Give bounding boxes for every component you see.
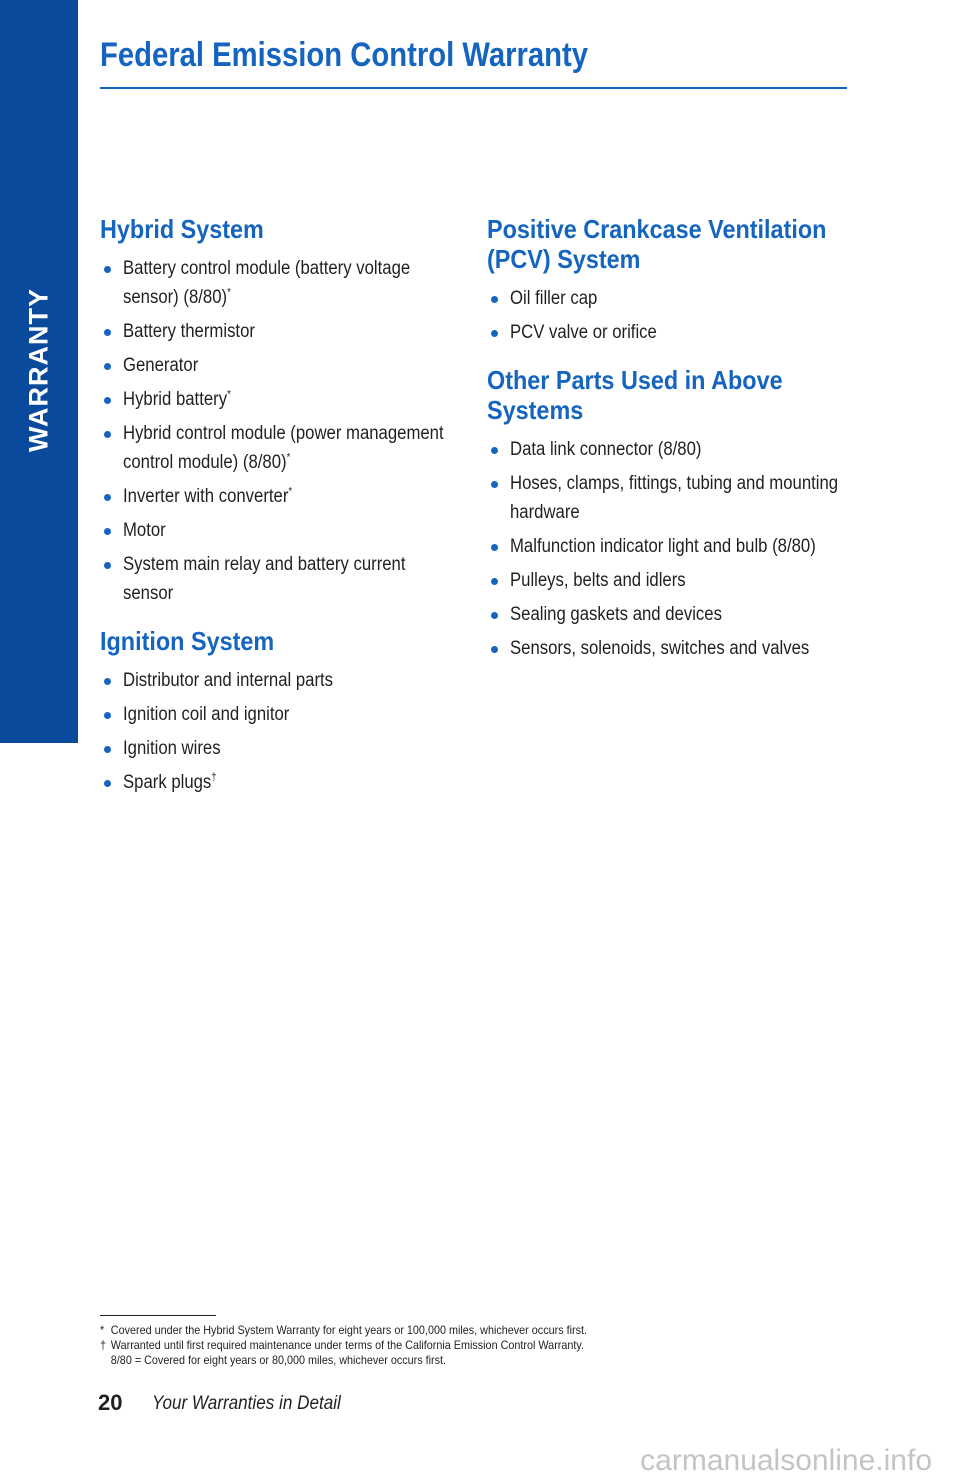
list-item: Battery control module (battery voltage sensor) (8/80)*: [100, 254, 460, 312]
item-list: [100, 666, 460, 797]
list-item: Generator: [100, 351, 460, 380]
section-heading: Other Parts Used in Above Systems: [487, 365, 783, 425]
list-item: System main relay and battery current sensor: [100, 550, 460, 608]
footnote: 8/80 = Covered for eight years or 80,000 miles, whichever occurs first.: [110, 1353, 447, 1367]
list-item: Battery thermistor: [100, 317, 460, 346]
footer-title: Your Warranties in Detail: [152, 1393, 341, 1414]
footnote-divider: [100, 1315, 216, 1316]
list-item: PCV valve or orifice: [487, 318, 857, 347]
list-item: Sealing gaskets and devices: [487, 600, 857, 629]
footnote-mark: †: [100, 1338, 107, 1352]
item-list: [487, 435, 857, 663]
side-tab-label: WARRANTY: [23, 288, 54, 452]
page-number: 20: [98, 1390, 123, 1415]
section-heading: Ignition System: [100, 626, 275, 656]
list-item: Distributor and internal parts: [100, 666, 460, 695]
footnote-mark: *: [286, 451, 291, 464]
list-item: Ignition coil and ignitor: [100, 700, 460, 729]
footnote: † Warranted until first required maintenance under terms of the California Emission Control Warranty.: [100, 1338, 585, 1352]
section-pcv-system: [487, 214, 857, 347]
footnote-mark: *: [227, 388, 231, 401]
footnotes: [100, 1323, 820, 1368]
footnote-mark: *: [100, 1323, 105, 1337]
right-column: [487, 214, 857, 668]
item-list: [100, 254, 460, 608]
list-item: Ignition wires: [100, 734, 460, 763]
footnote-mark: *: [227, 286, 231, 299]
item-list: [487, 284, 857, 347]
footnote-mark: *: [288, 485, 293, 498]
list-item: Malfunction indicator light and bulb (8/80): [487, 532, 857, 561]
list-item: Spark plugs†: [100, 768, 460, 797]
list-item: Inverter with converter*: [100, 482, 460, 511]
watermark: carmanualsonline.info: [640, 1444, 932, 1477]
footnote: * Covered under the Hybrid System Warranty for eight years or 100,000 miles, whichever occurs first.: [100, 1323, 587, 1337]
list-item: Data link connector (8/80): [487, 435, 857, 464]
list-item: Motor: [100, 516, 460, 545]
list-item: Sensors, solenoids, switches and valves: [487, 634, 857, 663]
list-item: Hybrid battery*: [100, 385, 460, 414]
list-item: Hybrid control module (power management control module) (8/80)*: [100, 419, 460, 477]
list-item: Oil filler cap: [487, 284, 857, 313]
section-ignition-system: [100, 626, 460, 797]
list-item: Pulleys, belts and idlers: [487, 566, 857, 595]
section-heading: Positive Crankcase Ventilation (PCV) System: [487, 214, 827, 274]
page-title: Federal Emission Control Warranty: [100, 36, 588, 74]
footnote-mark: †: [211, 771, 217, 784]
section-other-parts: [487, 365, 857, 663]
list-item: Hoses, clamps, fittings, tubing and mounting hardware: [487, 469, 857, 527]
section-heading: Hybrid System: [100, 214, 264, 244]
title-divider: [100, 87, 847, 89]
side-tab: [0, 0, 78, 743]
section-hybrid-system: [100, 214, 460, 608]
left-column: [100, 214, 460, 802]
